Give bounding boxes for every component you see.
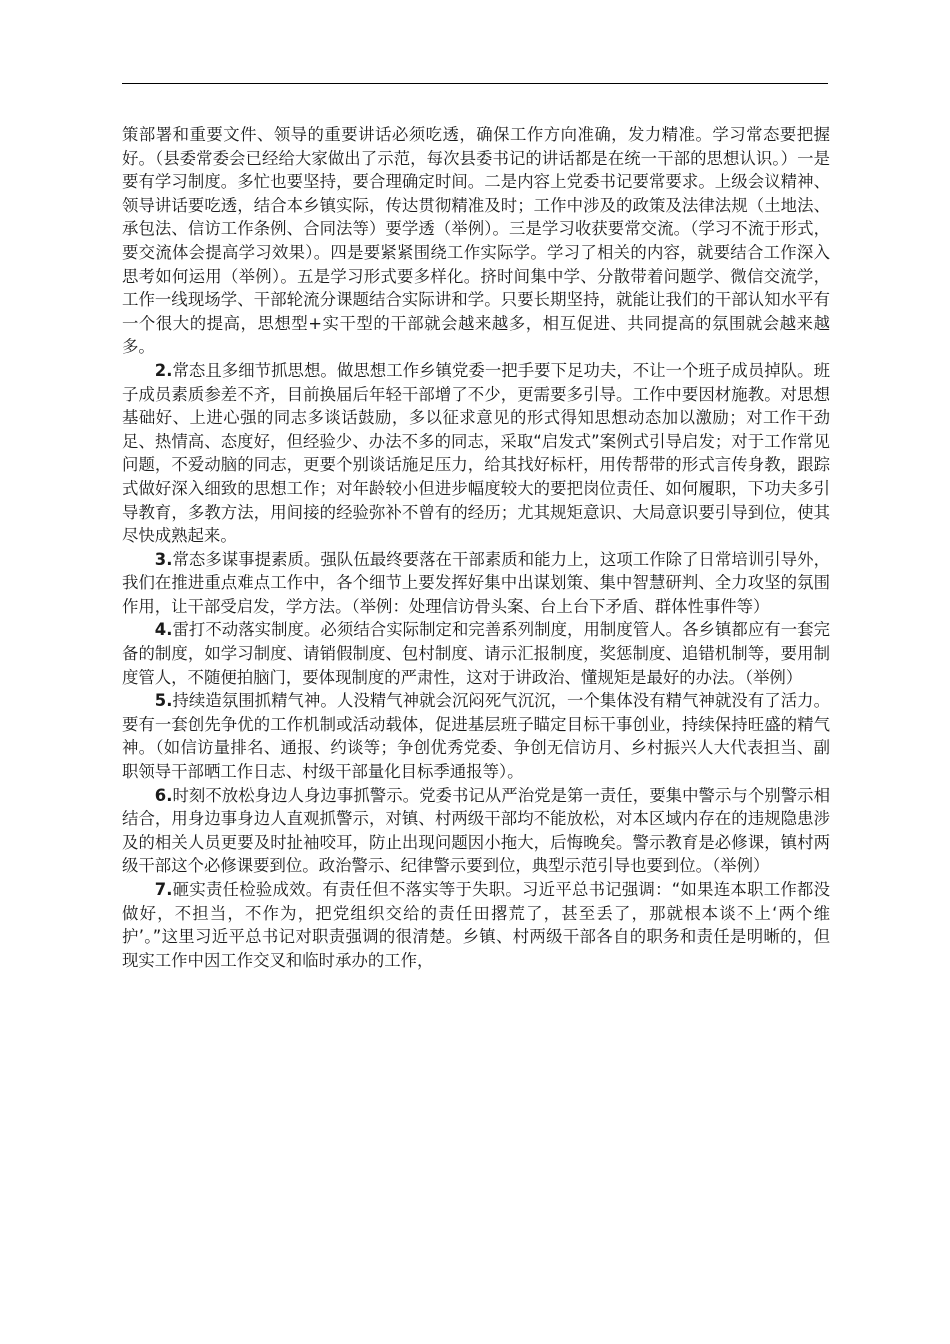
paragraph-number: 3. [154,549,173,569]
paragraph-text: 时刻不放松身边人身边事抓警示。党委书记从严治党是第一责任，要集中警示与个别警示相结合，用身边事身边人直观抓警示，对镇、村两级干部均不能放松，对本区域内存在的违规隐患涉及的相关人员更要及时扯袖咬耳，防止出现问题因小拖大，后悔晚矣。警示教育是必修课，镇村两级干部这个必修课要到位。政治警示、纪律警示要到位，典型示范引导也要到位。（举例） [122,785,830,876]
paragraph-text: 雷打不动落实制度。必须结合实际制定和完善系列制度，用制度管人。各乡镇都应有一套完备的制度，如学习制度、请销假制度、包村制度、请示汇报制度，奖惩制度、追错机制等，要用制度管人，不随便拍脑门，要体现制度的严肃性，这对于讲政治、懂规矩是最好的办法。（举例） [122,620,830,687]
paragraph-number: 4. [154,620,173,640]
paragraph-text: 持续造氛围抓精气神。人没精气神就会沉闷死气沉沉，一个集体没有精气神就没有了活力。要有一套创先争优的工作机制或活动载体，促进基层班子瞄定目标干事创业，持续保持旺盛的精气神。（如信访量排名、通报、约谈等；争创优秀党委、争创无信访月、乡村振兴人大代表担当、副职领导干部晒工作日志、村级干部量化目标季通报等）。 [122,691,830,782]
header-rule [122,83,828,84]
paragraph-number: 6. [154,785,173,805]
paragraph-number: 7. [154,880,173,899]
document-body [122,123,830,972]
paragraph-text: 常态且多细节抓思想。做思想工作乡镇党委一把手要下足功夫，不让一个班子成员掉队。班子成员素质参差不齐，目前换届后年轻干部增了不少，更需要多引导。工作中要因材施教。对思想基础好、上进心强的同志多谈话鼓励，多以征求意见的形式得知思想动态加以激励；对工作干劲足、热情高、态度好，但经验少、办法不多的同志，采取“启发式”案例式引导启发；对于工作常见问题，不爱动脑的同志，更要个别谈话施足压力，给其找好标杆，用传帮带的形式言传身教，跟踪式做好深入细致的思想工作；对年龄较小但进步幅度较大的要把岗位责任、如何履职，下功夫多引导教育，多教方法，用间接的经验弥补不曾有的经历；尤其规矩意识、大局意识要引导到位，使其尽快成熟起来。 [122,360,830,546]
paragraph-number: 2. [154,360,173,380]
paragraph-number: 5. [154,691,173,711]
paragraph-2 [122,359,830,548]
paragraph-continued [122,123,830,359]
paragraph-4 [122,618,830,689]
paragraph-text: 常态多谋事提素质。强队伍最终要落在干部素质和能力上，这项工作除了日常培训引导外，我们在推进重点难点工作中，各个细节上要发挥好集中出谋划策、集中智慧研判、全力攻坚的氛围作用，让干部受启发，学方法。（举例：处理信访骨头案、台上台下矛盾、群体性事件等） [122,549,830,616]
paragraph-5 [122,689,830,783]
paragraph-text: 砸实责任检验成效。有责任但不落实等于失职。习近平总书记强调：“如果连本职工作都没做好，不担当，不作为，把党组织交给的责任田撂荒了，甚至丢了，那就根本谈不上‘两个维护’。”这里习近平总书记对职责强调的很清楚。乡镇、村两级干部各自的职务和责任是明晰的，但现实工作中因工作交叉和临时承办的工作， [122,880,830,970]
paragraph-7 [122,878,830,972]
paragraph-text: 策部署和重要文件、领导的重要讲话必须吃透，确保工作方向准确，发力精准。学习常态要把握好。（县委常委会已经给大家做出了示范，每次县委书记的讲话都是在统一干部的思想认识。）一是要有学习制度。多忙也要坚持，要合理确定时间。二是内容上党委书记要常要求。上级会议精神、领导讲话要吃透，结合本乡镇实际，传达贯彻精准及时；工作中涉及的政策及法律法规（土地法、承包法、信访工作条例、合同法等）要学透（举例）。三是学习收获要常交流。（学习不流于形式，要交流体会提高学习效果）。四是要紧紧围绕工作实际学。学习了相关的内容，就要结合工作深入思考如何运用（举例）。五是学习形式要多样化。挤时间集中学、分散带着问题学、微信交流学，工作一线现场学、干部轮流分课题结合实际讲和学。只要长期坚持，就能让我们的干部认知水平有一个很大的提高，思想型+实干型的干部就会越来越多，相互促进、共同提高的氛围就会越来越多。 [122,125,830,357]
paragraph-6 [122,784,830,878]
paragraph-3 [122,548,830,619]
